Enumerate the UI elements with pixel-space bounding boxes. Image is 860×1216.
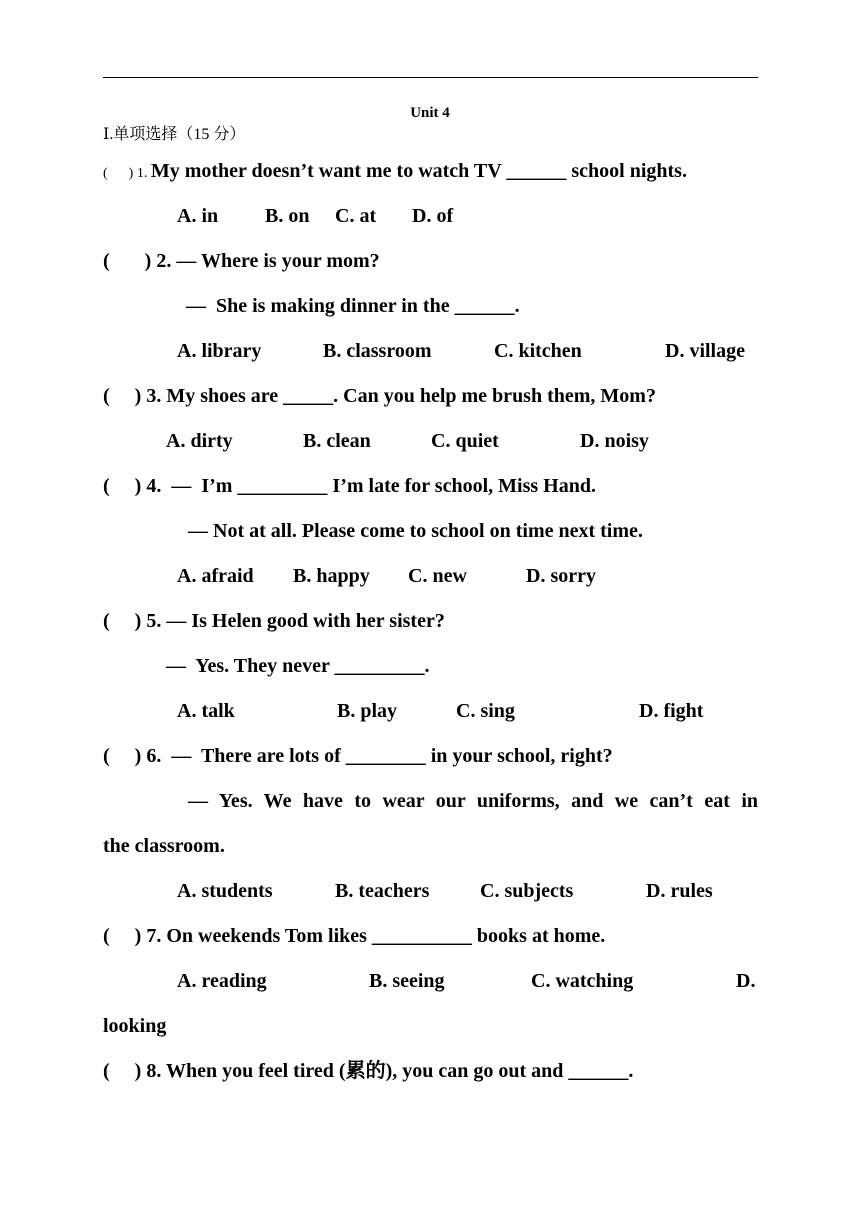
question-6-option-a: A. students <box>177 880 273 902</box>
question-6-option-c: C. subjects <box>480 880 574 902</box>
question-7-option-b: B. seeing <box>369 970 445 992</box>
question-4-option-c: C. new <box>408 565 467 587</box>
question-2-response: — She is making dinner in the ______. <box>186 295 520 317</box>
question-6-option-d: D. rules <box>646 880 713 902</box>
question-4-option-a: A. afraid <box>177 565 254 587</box>
question-6-stem: ( ) 6. — There are lots of ________ in your school, right? <box>103 745 613 767</box>
section-heading: Ⅰ.单项选择（15 分） <box>103 126 246 143</box>
question-7-stem: ( ) 7. On weekends Tom likes __________ books at home. <box>103 925 606 947</box>
question-7-option-a: A. reading <box>177 970 267 992</box>
question-3-option-b: B. clean <box>303 430 371 452</box>
question-5-option-a: A. talk <box>177 700 235 722</box>
question-1-text: My mother doesn’t want me to watch TV ______ school nights. <box>150 160 687 182</box>
question-6-response: — Yes. We have to wear our uniforms, and we can’t eat in <box>188 790 758 812</box>
header-rule <box>103 77 758 78</box>
question-3-stem: ( ) 3. My shoes are _____. Can you help me brush them, Mom? <box>103 385 656 407</box>
question-5-option-c: C. sing <box>456 700 515 722</box>
question-2-option-d: D. village <box>665 340 745 362</box>
question-5-option-d: D. fight <box>639 700 704 722</box>
question-4-response: — Not at all. Please come to school on time next time. <box>188 520 643 542</box>
question-3-option-c: C. quiet <box>431 430 499 452</box>
question-1-option-d: D. of <box>412 205 454 227</box>
question-3-option-d: D. noisy <box>580 430 649 452</box>
question-1-option-c: C. at <box>335 205 377 227</box>
question-5-stem: ( ) 5. — Is Helen good with her sister? <box>103 610 445 632</box>
question-3-option-a: A. dirty <box>166 430 233 452</box>
question-1-number: ( ) 1. <box>103 166 151 181</box>
question-6-option-b: B. teachers <box>335 880 430 902</box>
question-5-option-b: B. play <box>337 700 398 722</box>
question-4-option-b: B. happy <box>293 565 370 587</box>
question-1-stem <box>103 158 687 187</box>
question-1-option-b: B. on <box>265 205 310 227</box>
question-2-option-b: B. classroom <box>323 340 432 362</box>
question-7-option-d-wrap: looking <box>103 1015 167 1037</box>
question-5-response: — Yes. They never _________. <box>166 655 430 677</box>
question-4-stem: ( ) 4. — I’m _________ I’m late for school, Miss Hand. <box>103 475 596 497</box>
question-4-option-d: D. sorry <box>526 565 596 587</box>
question-6-response-continued: the classroom. <box>103 835 225 857</box>
unit-title: Unit 4 <box>410 105 450 121</box>
question-8-stem: ( ) 8. When you feel tired (累的), you can go out and ______. <box>103 1060 634 1082</box>
question-7-option-c: C. watching <box>531 970 634 992</box>
question-2-option-a: A. library <box>177 340 262 362</box>
question-2-stem: ( ) 2. — Where is your mom? <box>103 250 380 272</box>
question-1-option-a: A. in <box>177 205 219 227</box>
question-7-option-d: D. <box>736 970 756 992</box>
question-2-option-c: C. kitchen <box>494 340 582 362</box>
